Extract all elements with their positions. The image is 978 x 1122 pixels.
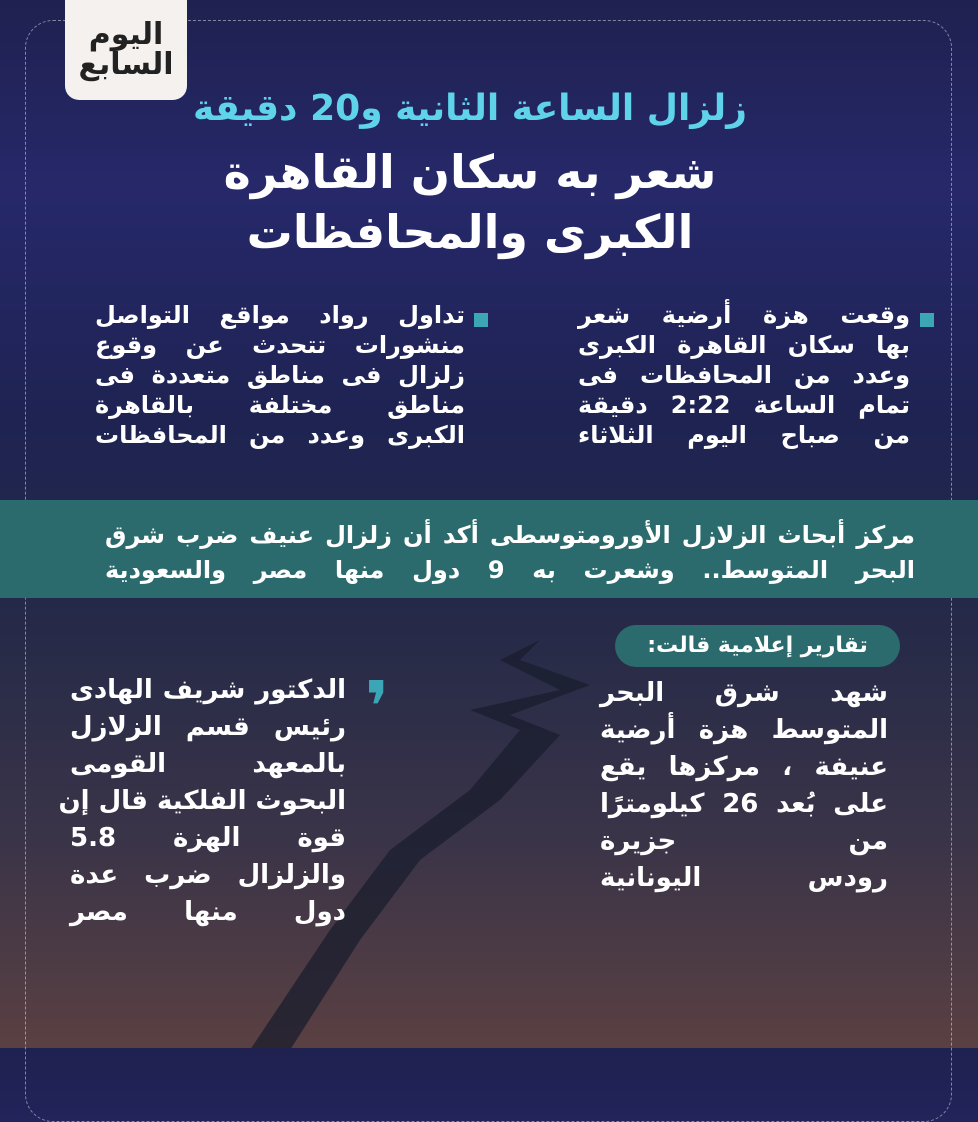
- text-line: رودس اليونانية: [600, 863, 888, 893]
- text-line: بها سكان القاهرة الكبرى: [578, 331, 910, 359]
- text-line: مناطق مختلفة بالقاهرة: [95, 391, 465, 419]
- text-line: تداول رواد مواقع التواصل: [95, 301, 465, 329]
- reports-text-block: [600, 675, 888, 897]
- logo-line2: السابع: [78, 47, 174, 82]
- text-line: عنيفة ، مركزها يقع: [600, 752, 888, 782]
- headline-title-line: شعر به سكان القاهرة: [223, 145, 717, 199]
- text-line: من صباح اليوم الثلاثاء: [578, 421, 910, 449]
- logo: [65, 0, 187, 100]
- text-line: تمام الساعة 2:22 دقيقة: [578, 391, 910, 419]
- reports-label: تقارير إعلامية قالت:: [615, 625, 900, 667]
- text-line: من جزيرة: [600, 826, 888, 856]
- text-line: المتوسط هزة أرضية: [600, 715, 888, 745]
- logo-line1: اليوم: [88, 17, 164, 52]
- text-line: شهد شرق البحر: [600, 678, 888, 708]
- text-line: وقعت هزة أرضية شعر: [578, 301, 910, 329]
- bullet-square-icon: [474, 313, 488, 327]
- text-line: بالمعهد القومى: [70, 749, 346, 779]
- text-line: البحوث الفلكية قال إن: [58, 786, 346, 816]
- text-line: رئيس قسم الزلازل: [70, 712, 346, 742]
- text-line: والزلزال ضرب عدة: [70, 860, 346, 890]
- text-line: وعدد من المحافظات فى: [578, 361, 910, 389]
- text-line: الكبرى وعدد من المحافظات: [95, 421, 465, 449]
- text-line: الدكتور شريف الهادى: [70, 675, 346, 705]
- quote-text-block: [58, 672, 346, 931]
- text-line: البحر المتوسط.. وشعرت به 9 دول منها مصر والسعودية: [105, 556, 915, 584]
- bullet-square-icon: [920, 313, 934, 327]
- text-line: قوة الهزة 5.8: [70, 823, 346, 853]
- text-line: دول منها مصر: [70, 897, 346, 927]
- quote-mark-icon: ❜: [365, 666, 390, 748]
- headline-title-line: الكبرى والمحافظات: [246, 205, 694, 259]
- text-line: زلزال فى مناطق متعددة فى: [95, 361, 465, 389]
- text-line: على بُعد 26 كيلومترًا: [600, 789, 888, 819]
- right-text-block: [578, 300, 910, 450]
- left-text-block: [95, 300, 465, 450]
- headline-subtitle: زلزال الساعة الثانية و20 دقيقة: [193, 88, 747, 129]
- text-line: منشورات تتحدث عن وقوع: [95, 331, 465, 359]
- band-text: [105, 518, 915, 588]
- text-line: مركز أبحاث الزلازل الأورومتوسطى أكد أن زلزال عنيف ضرب شرق: [105, 521, 915, 549]
